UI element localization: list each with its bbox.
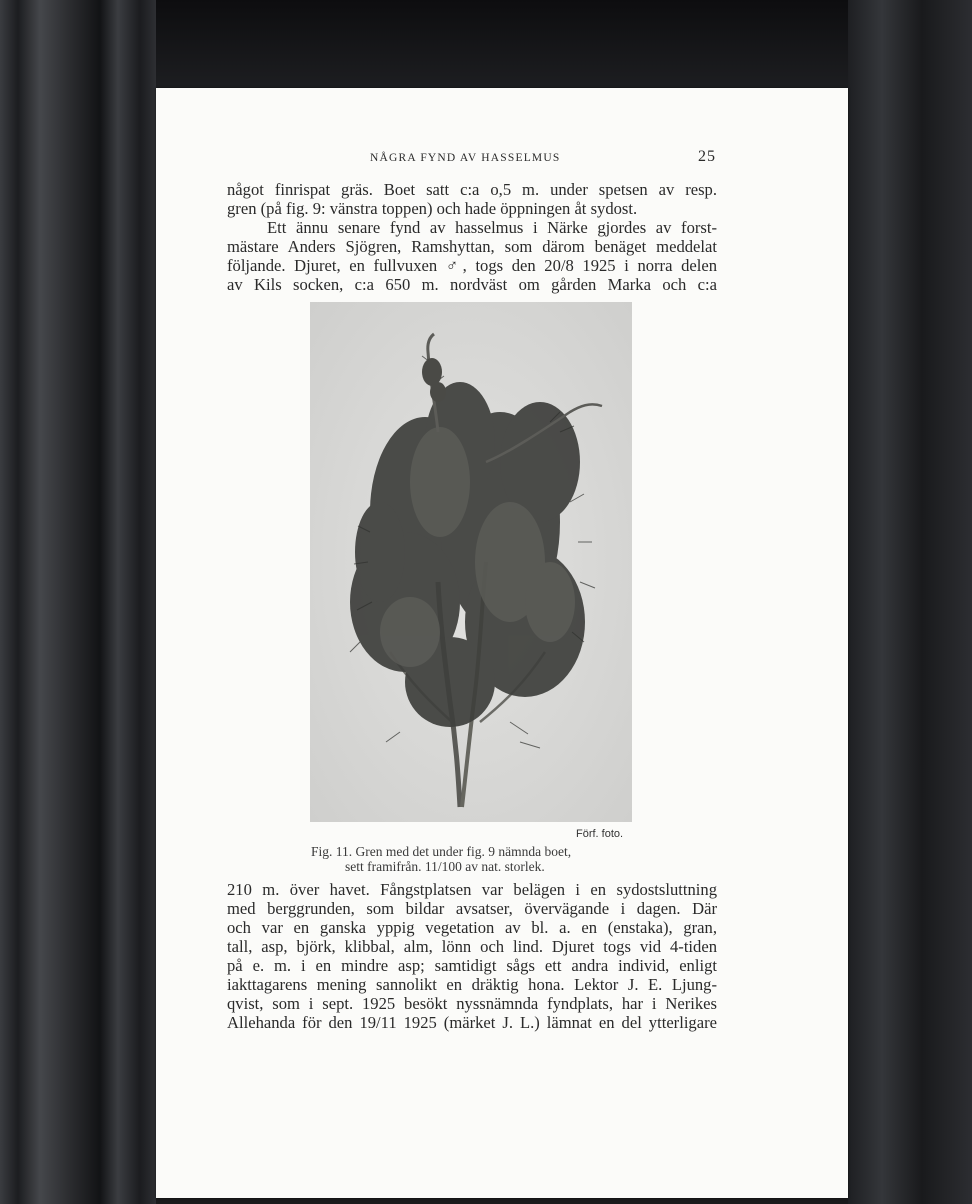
photo-credit: Förf. foto. (576, 828, 624, 840)
text-line: gren (på fig. 9: vänstra toppen) och hade öppningen åt sydost. (227, 199, 638, 218)
body-text-bottom (227, 880, 717, 1032)
scanner-background-right (842, 0, 972, 1204)
scanner-background-top (156, 0, 848, 90)
text-line: qvist, som i sept. 1925 besökt nyssnämnda fyndplats, har i Nerikes (227, 994, 717, 1013)
book-page (156, 88, 848, 1198)
text-line: Allehanda för den 19/11 1925 (märket J. L.) lämnat en del ytterligare (227, 1013, 717, 1032)
caption-line: Fig. 11. Gren med det under fig. 9 nämnda boet, (311, 844, 572, 859)
juniper-branch-image (310, 302, 632, 822)
text-line: iakttagarens mening sannolikt en dräktig hona. Lektor J. E. Ljung- (227, 975, 717, 994)
running-title: NÅGRA FYND AV HASSELMUS (370, 152, 561, 164)
text-line: på e. m. i en mindre asp; samtidigt sågs ett andra individ, enligt (227, 956, 717, 975)
text-line: följande. Djuret, en fullvuxen ♂, togs den 20/8 1925 i norra delen (227, 256, 717, 275)
text-line: och var en ganska yppig vegetation av bl. a. en (enstaka), gran, (227, 918, 717, 937)
text-line: mästare Anders Sjögren, Ramshyttan, som därom benäget meddelat (227, 237, 717, 256)
text-line: 210 m. över havet. Fångstplatsen var belägen i en sydostsluttning (227, 880, 717, 899)
text-line: av Kils socken, c:a 650 m. nordväst om gården Marka och c:a (227, 275, 717, 294)
text-line: något finrispat gräs. Boet satt c:a o,5 m. under spetsen av resp. (227, 180, 717, 199)
page-number: 25 (698, 148, 716, 165)
text-line: med berggrunden, som bildar avsatser, övervägande i dagen. Där (227, 899, 717, 918)
body-text-top (227, 180, 717, 294)
text-line: Ett ännu senare fynd av hasselmus i Närke gjordes av forst- (267, 218, 717, 237)
figure-photo (310, 302, 632, 822)
figure-caption (311, 844, 651, 874)
text-line: tall, asp, björk, klibbal, alm, lönn och lind. Djuret togs vid 4-tiden (227, 937, 717, 956)
caption-line: sett framifrån. 11/100 av nat. storlek. (345, 859, 545, 874)
